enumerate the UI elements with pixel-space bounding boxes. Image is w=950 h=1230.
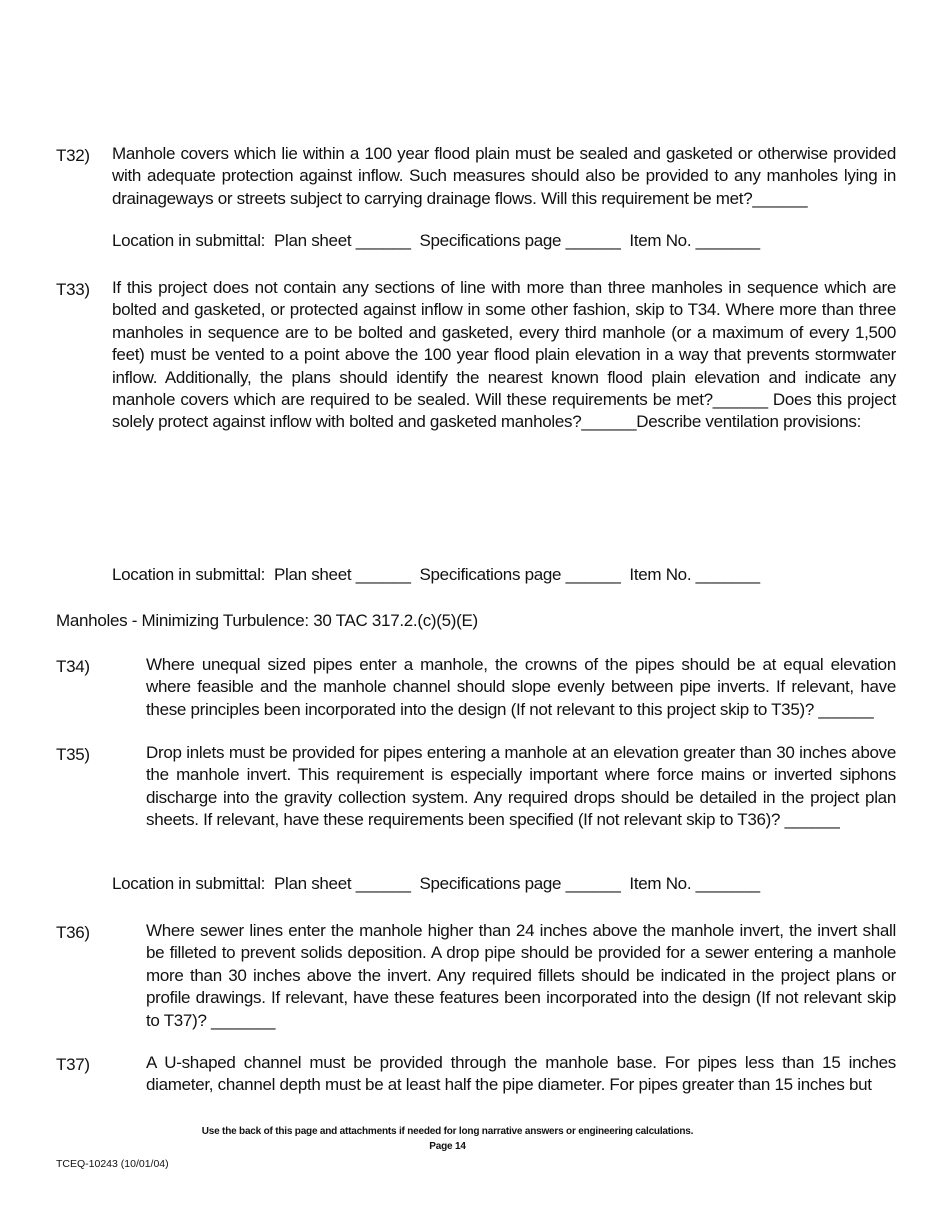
- location-in-submittal: Location in submittal: Plan sheet ______ Specifications page ______ Item No. _______: [112, 874, 760, 893]
- question-number: T34): [56, 657, 90, 676]
- question-number: T32): [56, 146, 90, 165]
- location-in-submittal: Location in submittal: Plan sheet ______ Specifications page ______ Item No. _______: [112, 565, 760, 584]
- question-number: T35): [56, 745, 90, 764]
- section-heading: Manholes - Minimizing Turbulence: 30 TAC 317.2.(c)(5)(E): [56, 611, 478, 630]
- location-in-submittal: Location in submittal: Plan sheet ______ Specifications page ______ Item No. _______: [112, 231, 760, 250]
- question-text: A U-shaped channel must be provided through the manhole base. For pipes less than 15 inches diameter, channel depth must be at least half the pipe diameter. For pipes greater than 15 inches but: [146, 1053, 896, 1095]
- question-number: T37): [56, 1055, 90, 1074]
- question-number: T36): [56, 923, 90, 942]
- question-text: If this project does not contain any sections of line with more than three manholes in sequence which are bolted and gasketed, or protected against inflow in some other fashion, skip to T34. Where more than three manholes in sequence are to be bolted and gasketed, every third manhole (or a maximum of every 1,500 feet) must be vented to a point above the 100 year flood plain elevation in a way that prevents stormwater inflow. Additionally, the plans should identify the nearest known flood plain elevation and indicate any manhole covers which are required to be sealed. Will these requirements be met?______ Does this project solely protect against inflow with bolted and gasketed manholes?______Describe ventilation provisions:: [112, 278, 896, 432]
- footer-note: Use the back of this page and attachments if needed for long narrative answers or engineering calculations.: [201, 1126, 694, 1137]
- page-number: Page 14: [429, 1141, 466, 1152]
- question-text: Manhole covers which lie within a 100 year flood plain must be sealed and gasketed or otherwise provided with adequate protection against inflow. Such measures should also be provided to any manholes lying in drainageways or streets subject to carrying drainage flows. Will this requirement be met?______: [112, 144, 896, 208]
- question-text: Drop inlets must be provided for pipes entering a manhole at an elevation greater than 30 inches above the manhole invert. This requirement is especially important where force mains or inverted siphons discharge into the gravity collection system. Any required drops should be detailed in the project plan sheets. If relevant, have these requirements been specified (If not relevant skip to T36)? ______: [146, 743, 896, 830]
- question-text: Where sewer lines enter the manhole higher than 24 inches above the manhole invert, the invert shall be filleted to prevent solids deposition. A drop pipe should be provided for a sewer entering a manhole more than 30 inches above the invert. Any required fillets should be indicated in the project plans or profile drawings. If relevant, have these features been incorporated into the design (If not relevant skip to T37)? _______: [146, 921, 896, 1030]
- form-id: TCEQ-10243 (10/01/04): [56, 1158, 169, 1170]
- question-number: T33): [56, 280, 90, 299]
- question-text: Where unequal sized pipes enter a manhole, the crowns of the pipes should be at equal elevation where feasible and the manhole channel should slope evenly between pipe inverts. If relevant, have these principles been incorporated into the design (If not relevant to this project skip to T35)? ______: [146, 655, 896, 719]
